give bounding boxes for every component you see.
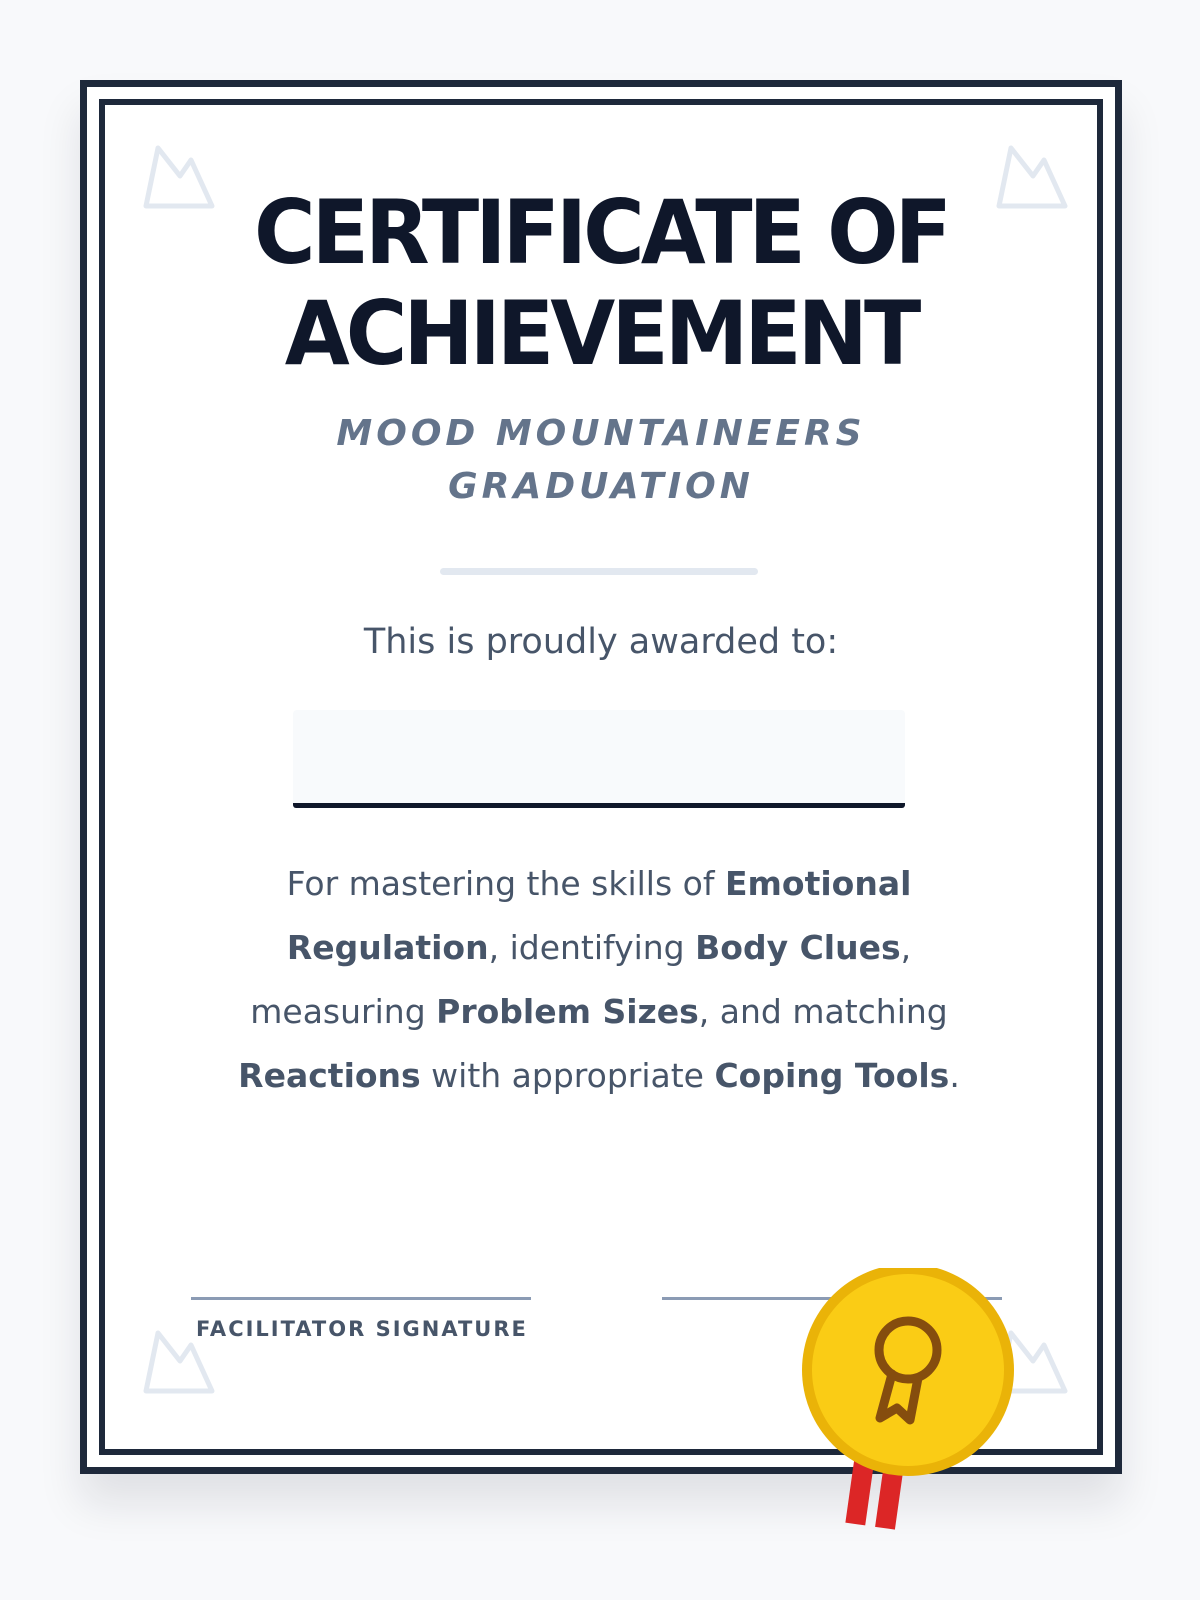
skill-reactions: Reactions [238, 1056, 421, 1095]
title-divider [440, 568, 758, 575]
subtitle-line: MOOD MOUNTAINEERS [336, 413, 866, 454]
certificate [80, 80, 1122, 1474]
skill-body-clues: Body Clues [695, 928, 901, 967]
body-text-segment: , measuring [250, 928, 912, 1031]
body-text-segment: with appropriate [420, 1056, 715, 1095]
skill-coping-tools: Coping Tools [714, 1056, 950, 1095]
title-line: CERTIFICATE OF [254, 181, 948, 285]
recipient-name-input[interactable] [293, 710, 905, 808]
title-line: ACHIEVEMENT [284, 281, 918, 385]
body-text-segment: , identifying [488, 928, 696, 967]
facilitator-signature-label: FACILITATOR SIGNATURE [196, 1317, 528, 1341]
body-text-segment: For mastering the skills of [286, 864, 725, 903]
certificate-subtitle [87, 407, 1115, 513]
achievement-description [227, 852, 971, 1108]
awarded-to-label: This is proudly awarded to: [363, 622, 839, 662]
subtitle-line: GRADUATION [448, 466, 754, 507]
facilitator-signature-line[interactable] [191, 1297, 531, 1300]
skill-problem-sizes: Problem Sizes [436, 992, 699, 1031]
award-seal [802, 1268, 1022, 1548]
certificate-title [87, 182, 1115, 384]
body-text-segment: , and matching [698, 992, 948, 1031]
skill-emotional-regulation: Emotional Regulation [286, 864, 912, 967]
body-text-segment: . [949, 1056, 960, 1095]
